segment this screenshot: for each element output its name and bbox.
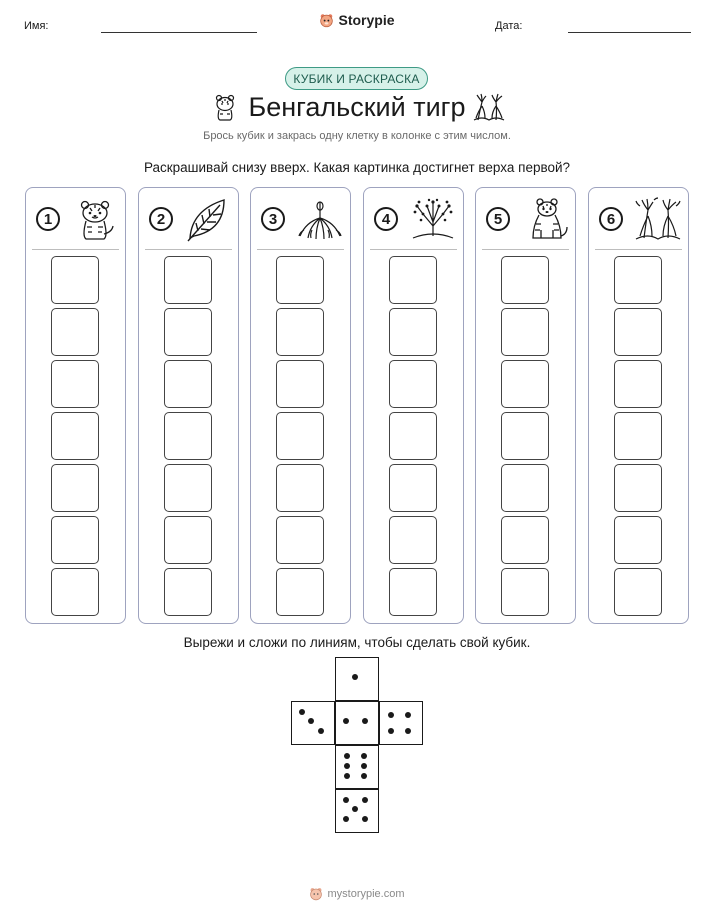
dice-pip <box>308 718 314 724</box>
bush-icon <box>409 196 457 242</box>
name-line <box>101 32 257 33</box>
storypie-mascot-icon <box>309 887 323 901</box>
column-1 <box>25 187 126 624</box>
coloring-cell[interactable] <box>276 568 324 616</box>
dice-pip <box>299 709 305 715</box>
column-number: 5 <box>486 207 510 231</box>
column-2 <box>138 187 239 624</box>
mangrove-icon <box>472 92 506 122</box>
column-number: 1 <box>36 207 60 231</box>
leaf-icon <box>184 196 232 242</box>
dice-pip <box>405 728 411 734</box>
coloring-cell[interactable] <box>614 256 662 304</box>
dice-pip <box>361 753 367 759</box>
roots-icon <box>296 196 344 242</box>
dice-face-2 <box>335 701 379 745</box>
column-number: 3 <box>261 207 285 231</box>
coloring-cell[interactable] <box>51 568 99 616</box>
dice-pip <box>362 816 368 822</box>
dice-pip <box>344 753 350 759</box>
coloring-cell[interactable] <box>51 256 99 304</box>
coloring-cell[interactable] <box>614 464 662 512</box>
dice-face-5 <box>335 789 379 833</box>
coloring-cell[interactable] <box>164 464 212 512</box>
dice-pip <box>352 674 358 680</box>
coloring-cell[interactable] <box>164 412 212 460</box>
coloring-cell[interactable] <box>164 360 212 408</box>
coloring-cell[interactable] <box>389 412 437 460</box>
column-divider <box>370 249 457 250</box>
coloring-cell[interactable] <box>389 516 437 564</box>
dice-pip <box>361 773 367 779</box>
mangrove-icon <box>634 196 682 242</box>
date-line <box>568 32 691 33</box>
coloring-cell[interactable] <box>276 308 324 356</box>
coloring-cell[interactable] <box>614 412 662 460</box>
column-5 <box>475 187 576 624</box>
name-label: Имя: <box>24 20 49 32</box>
coloring-cell[interactable] <box>501 464 549 512</box>
coloring-cell[interactable] <box>389 568 437 616</box>
coloring-cell[interactable] <box>276 412 324 460</box>
coloring-cell[interactable] <box>501 360 549 408</box>
coloring-cell[interactable] <box>389 256 437 304</box>
coloring-cell[interactable] <box>389 464 437 512</box>
dice-face-1 <box>335 657 379 701</box>
column-divider <box>595 249 682 250</box>
column-3 <box>250 187 351 624</box>
column-number: 2 <box>149 207 173 231</box>
dice-pip <box>343 797 349 803</box>
activity-badge: КУБИК И РАСКРАСКА <box>285 67 428 90</box>
brand-logo <box>0 12 714 28</box>
coloring-cell[interactable] <box>614 308 662 356</box>
dice-pip <box>361 763 367 769</box>
coloring-cell[interactable] <box>51 412 99 460</box>
dice-pip <box>344 763 350 769</box>
dice-pip <box>388 728 394 734</box>
subtitle: Брось кубик и закрась одну клетку в колонке с этим числом. <box>203 130 511 142</box>
coloring-cell[interactable] <box>51 308 99 356</box>
coloring-cell[interactable] <box>501 568 549 616</box>
page-title: Бенгальский тигр <box>248 92 466 122</box>
dice-caption: Вырежи и сложи по линиям, чтобы сделать свой кубик. <box>183 635 531 650</box>
dice-pip <box>318 728 324 734</box>
dice-pip <box>362 797 368 803</box>
coloring-cell[interactable] <box>164 568 212 616</box>
dice-face-3 <box>291 701 335 745</box>
dice-pip <box>388 712 394 718</box>
footer <box>0 887 714 901</box>
dice-face-4 <box>379 701 423 745</box>
coloring-cell[interactable] <box>164 308 212 356</box>
column-number: 4 <box>374 207 398 231</box>
coloring-cell[interactable] <box>501 412 549 460</box>
instruction: Раскрашивай снизу вверх. Какая картинка достигнет верха первой? <box>143 160 571 175</box>
dice-face-6 <box>335 745 379 789</box>
dice-pip <box>343 718 349 724</box>
tiger-cub-icon <box>71 196 119 242</box>
dice-pip <box>405 712 411 718</box>
coloring-cell[interactable] <box>614 516 662 564</box>
dice-pip <box>362 718 368 724</box>
date-label: Дата: <box>495 20 523 32</box>
column-divider <box>32 249 119 250</box>
column-number: 6 <box>599 207 623 231</box>
dice-pip <box>352 806 358 812</box>
coloring-cell[interactable] <box>614 360 662 408</box>
coloring-cell[interactable] <box>501 516 549 564</box>
coloring-cell[interactable] <box>164 516 212 564</box>
column-6 <box>588 187 689 624</box>
coloring-cell[interactable] <box>389 360 437 408</box>
coloring-cell[interactable] <box>501 256 549 304</box>
column-4 <box>363 187 464 624</box>
coloring-cell[interactable] <box>164 256 212 304</box>
coloring-cell[interactable] <box>501 308 549 356</box>
coloring-cell[interactable] <box>276 516 324 564</box>
dice-pip <box>343 816 349 822</box>
footer-url[interactable]: mystorypie.com <box>327 888 405 900</box>
storypie-mascot-icon <box>319 13 334 28</box>
column-divider <box>257 249 344 250</box>
coloring-cell[interactable] <box>389 308 437 356</box>
dice-pip <box>344 773 350 779</box>
brand-name: Storypie <box>338 12 395 28</box>
coloring-cell[interactable] <box>276 464 324 512</box>
coloring-cell[interactable] <box>51 516 99 564</box>
coloring-cell[interactable] <box>276 360 324 408</box>
tiger-icon <box>521 196 569 242</box>
column-divider <box>482 249 569 250</box>
coloring-cell[interactable] <box>614 568 662 616</box>
column-divider <box>145 249 232 250</box>
coloring-cell[interactable] <box>276 256 324 304</box>
coloring-cell[interactable] <box>51 360 99 408</box>
coloring-cell[interactable] <box>51 464 99 512</box>
